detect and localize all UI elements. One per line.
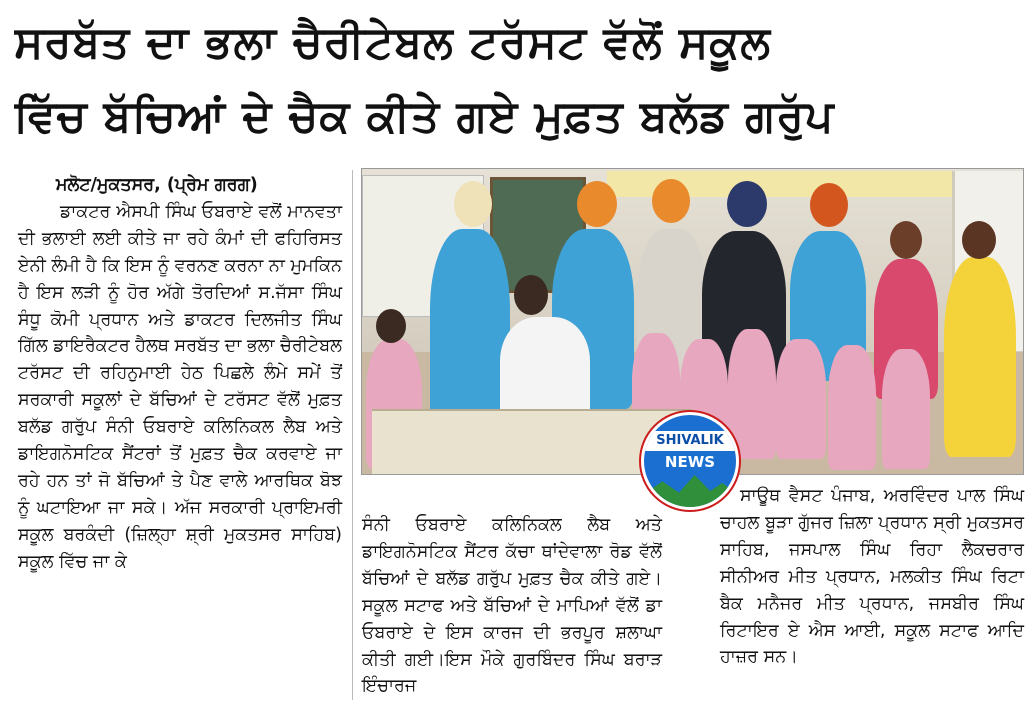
photo-person-head	[962, 221, 996, 259]
article-column-2	[362, 512, 662, 700]
photo-person-head	[890, 221, 922, 259]
photo-person	[430, 229, 510, 429]
article-column-1-text: ਡਾਕਟਰ ਐਸਪੀ ਸਿੰਘ ਓਬਰਾਏ ਵਲੋਂ ਮਾਨਵਤਾ ਦੀ ਭਲਾਈ ਲਈ ਕੀਤੇ ਜਾ ਰਹੇ ਕੰਮਾਂ ਦੀ ਫਹਿਰਿਸਤ ਏਨੀ ਲੰਮੀ ਹੈ ਕਿ ਇਸ ਨੂੰ ਵਰਨਣ ਕਰਨਾ ਨਾ ਮੁਮਕਿਨ ਹੈ ਇਸ ਲੜੀ ਨੂੰ ਹੋਰ ਅੱਗੇ ਤੋਰਦਿਆਂ ਸ.ਜੱਸਾ ਸਿੰਘ ਸੰਧੂ ਕੋਮੀ ਪ੍ਰਧਾਨ ਅਤੇ ਡਾਕਟਰ ਦਿਲਜੀਤ ਸਿੰਘ ਗਿੱਲ ਡਾਇਰੈਕਟਰ ਹੈਲਥ ਸਰਬੱਤ ਦਾ ਭਲਾ ਚੈਰੀਟੇਬਲ ਟਰੱਸਟ ਦੀ ਰਹਿਨੁਮਾਈ ਹੇਠ ਪਿਛਲੇ ਲੰਮੇ ਸਮੇਂ ਤੋਂ ਸਰਕਾਰੀ ਸਕੂਲਾਂ ਦੇ ਬੱਚਿਆਂ ਦੇ ਟਰੱਸਟ ਵੱਲੋਂ ਮੁਫ਼ਤ ਬਲੱਡ ਗਰੁੱਪ ਸੰਨੀ ਓਬਰਾਏ ਕਲਿਨਿਕਲ ਲੈਬ ਅਤੇ ਡਾਇਗਨੋਸਟਿਕ ਸੈਂਟਰਾਂ ਤੋਂ ਮੁਫ਼ਤ ਚੈਕ ਕਰਵਾਏ ਜਾ ਰਹੇ ਹਨ ਤਾਂ ਜੋ ਬੱਚਿਆਂ ਤੇ ਪੈਣ ਵਾਲੇ ਆਰਥਿਕ ਬੋਝ ਨੂੰ ਘਟਾਇਆ ਜਾ ਸਕੇ। ਅੱਜ ਸਰਕਾਰੀ ਪ੍ਰਾਇਮਰੀ ਸਕੂਲ ਬਰਕੰਦੀ (ਜ਼ਿਲ੍ਹਾ ਸ਼੍ਰੀ ਮੁਕਤਸਰ ਸਾਹਿਬ) ਸਕੂਲ ਵਿੱਚ ਜਾ ਕੇ	[18, 201, 342, 572]
article-column-2-text: ਸੰਨੀ ਓਬਰਾਏ ਕਲਿਨਿਕਲ ਲੈਬ ਅਤੇ ਡਾਇਗਨੋਸਟਿਕ ਸੈਂਟਰ ਕੱਚਾ ਥਾਂਦੇਵਾਲਾ ਰੋਡ ਵੱਲੋਂ ਬੱਚਿਆਂ ਦੇ ਬਲੱਡ ਗਰੁੱਪ ਮੁਫ਼ਤ ਚੈਕ ਕੀਤੇ ਗਏ। ਸਕੂਲ ਸਟਾਫ ਅਤੇ ਬੱਚਿਆਂ ਦੇ ਮਾਪਿਆਂ ਵੱਲੋਂ ਡਾ ਓਬਰਾਏ ਦੇ ਇਸ ਕਾਰਜ ਦੀ ਭਰਪੂਰ ਸ਼ਲਾਘਾ ਕੀਤੀ ਗਈ।ਇਸ ਮੌਕੇ ਗੁਰਬਿੰਦਰ ਸਿੰਘ ਬਰਾੜ ਇੰਚਾਰਜ	[362, 515, 662, 697]
headline-line-2: ਵਿੱਚ ਬੱਚਿਆਂ ਦੇ ਚੈਕ ਕੀਤੇ ਗਏ ਮੁਫ਼ਤ ਬਲੱਡ ਗਰੁੱਪ	[14, 91, 835, 142]
photo-person-head	[727, 181, 767, 227]
logo-news-text: NEWS	[664, 453, 716, 471]
logo-brand-text: SHIVALIK	[644, 431, 736, 451]
headline-line-1: ਸਰਬੱਤ ਦਾ ਭਲਾ ਚੈਰੀਟੇਬਲ ਟਰੱਸਟ ਵੱਲੋਂ ਸਕੂਲ	[14, 17, 772, 68]
photo-child-head	[376, 309, 406, 343]
article-dateline: ਮਲੋਟ/ਮੁਕਤਸਰ, (ਪ੍ਰੇਮ ਗਰਗ)	[56, 175, 258, 195]
column-divider	[352, 170, 353, 700]
photo-person-head	[454, 181, 492, 227]
article-column-1	[18, 172, 342, 576]
headline	[14, 6, 1020, 154]
photo-person	[944, 257, 1016, 457]
photo-person-head	[652, 179, 690, 223]
photo-person-head	[577, 181, 617, 227]
article-column-3	[720, 483, 1024, 671]
article-column-3-text: ਸਾਊਥ ਵੈਸਟ ਪੰਜਾਬ, ਅਰਵਿੰਦਰ ਪਾਲ ਸਿੰਘ ਚਾਹਲ ਬੂੜਾ ਗੁੱਜਰ ਜ਼ਿਲਾ ਪ੍ਰਧਾਨ ਸ੍ਰੀ ਮੁਕਤਸਰ ਸਾਹਿਬ, ਜਸਪਾਲ ਸਿੰਘ ਰਿਹਾ ਲੈਕਚਰਾਰ ਸੀਨੀਅਰ ਮੀਤ ਪ੍ਰਧਾਨ, ਮਲਕੀਤ ਸਿੰਘ ਰਿਟਾ ਬੈਕ ਮਨੈਜਰ ਮੀਤ ਪ੍ਰਧਾਨ, ਜਸਬੀਰ ਸਿੰਘ ਰਿਟਾਇਰ ਏ ਐਸ ਆਈ, ਸਕੂਲ ਸਟਾਫ ਆਦਿ ਹਾਜ਼ਰ ਸਨ।	[720, 486, 1024, 668]
photo-child	[828, 345, 876, 470]
photo-child	[882, 349, 930, 469]
photo-child	[776, 339, 826, 459]
photo-person-head	[514, 275, 548, 315]
photo-person-head	[810, 183, 848, 227]
